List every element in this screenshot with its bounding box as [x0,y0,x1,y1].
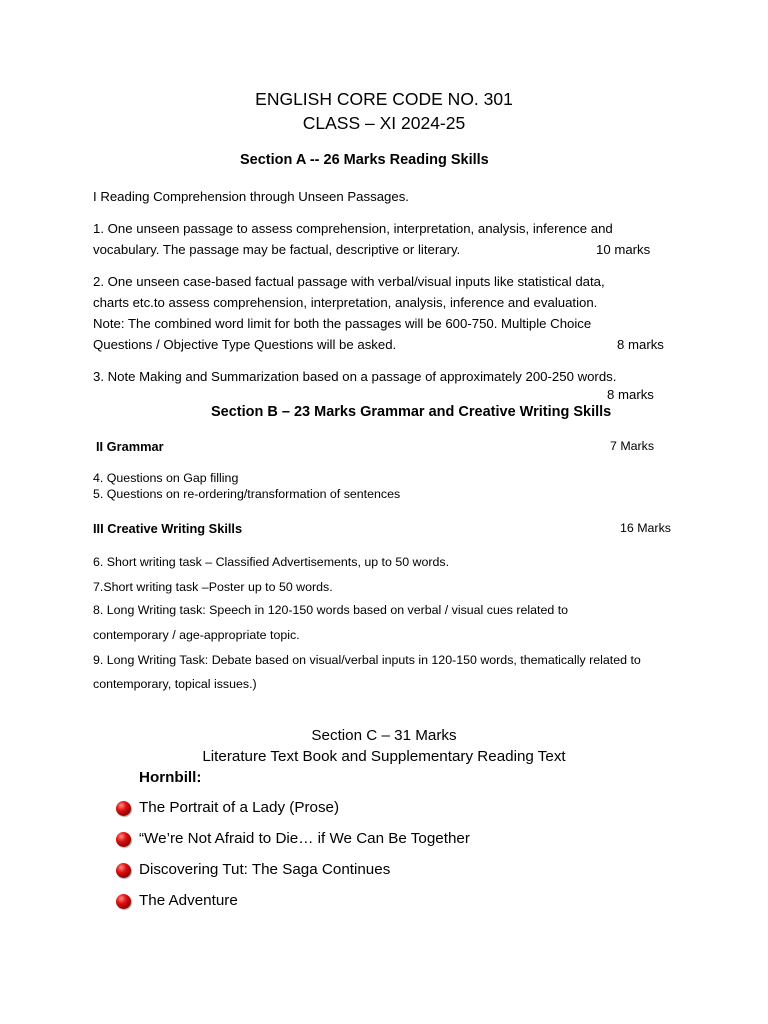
section-a-item2-line4: Questions / Objective Type Questions will be asked. [93,337,397,352]
section-a-item3-marks: 8 marks [607,387,654,402]
hornbill-item-1: The Portrait of a Lady (Prose) [139,799,340,816]
red-bullet-icon [116,894,131,909]
section-a-item1-line2: vocabulary. The passage may be factual, descriptive or literary. [93,242,461,257]
section-a-item1-marks: 10 marks [596,242,651,257]
section-a-item2-marks: 8 marks [617,337,664,352]
section-c-heading-line1: Section C – 31 Marks [311,727,457,744]
creative-writing-label: III Creative Writing Skills [93,521,243,536]
section-a-item3-line1: 3. Note Making and Summarization based on a passage of approximately 200-250 words. [93,369,617,384]
creative-item-9-line2: contemporary, topical issues.) [93,677,257,691]
creative-item-8-line1: 8. Long Writing task: Speech in 120-150 words based on verbal / visual cues related to [93,603,569,617]
section-c-heading-line2: Literature Text Book and Supplementary Reading Text [202,748,566,765]
document-title-line2: CLASS – XI 2024-25 [302,113,466,133]
creative-item-6: 6. Short writing task – Classified Advertisements, up to 50 words. [93,555,450,569]
grammar-marks: 7 Marks [610,439,655,453]
red-bullet-icon [116,863,131,878]
hornbill-label: Hornbill: [139,769,202,786]
section-a-heading: Section A -- 26 Marks Reading Skills [240,152,489,168]
red-bullet-icon [116,832,131,847]
hornbill-item-3: Discovering Tut: The Saga Continues [139,861,391,878]
hornbill-item-4: The Adventure [139,892,238,909]
section-a-item2-line2: charts etc.to assess comprehension, interpretation, analysis, inference and evaluation. [93,295,598,310]
grammar-item-4: 4. Questions on Gap filling [93,471,239,485]
section-a-intro: I Reading Comprehension through Unseen Passages. [93,189,409,204]
hornbill-item-2: “We’re Not Afraid to Die… if We Can Be Together [139,830,470,847]
grammar-item-5: 5. Questions on re-ordering/transformation of sentences [93,487,401,501]
creative-writing-marks: 16 Marks [620,521,671,535]
section-a-item1-line1: 1. One unseen passage to assess comprehension, interpretation, analysis, inference and [93,221,613,236]
red-bullet-icon [116,801,131,816]
section-a-item2-line3: Note: The combined word limit for both the passages will be 600-750. Multiple Choice [93,316,592,331]
section-b-heading: Section B – 23 Marks Grammar and Creative Writing Skills [211,404,612,420]
document-title-line1: ENGLISH CORE CODE NO. 301 [255,89,513,109]
creative-item-9-line1: 9. Long Writing Task: Debate based on visual/verbal inputs in 120-150 words, thematically related to [93,653,641,667]
grammar-label: II Grammar [96,439,164,454]
creative-item-7: 7.Short writing task –Poster up to 50 words. [93,580,333,594]
section-a-item2-line1: 2. One unseen case-based factual passage with verbal/visual inputs like statistical data, [93,274,605,289]
creative-item-8-line2: contemporary / age-appropriate topic. [93,628,300,642]
